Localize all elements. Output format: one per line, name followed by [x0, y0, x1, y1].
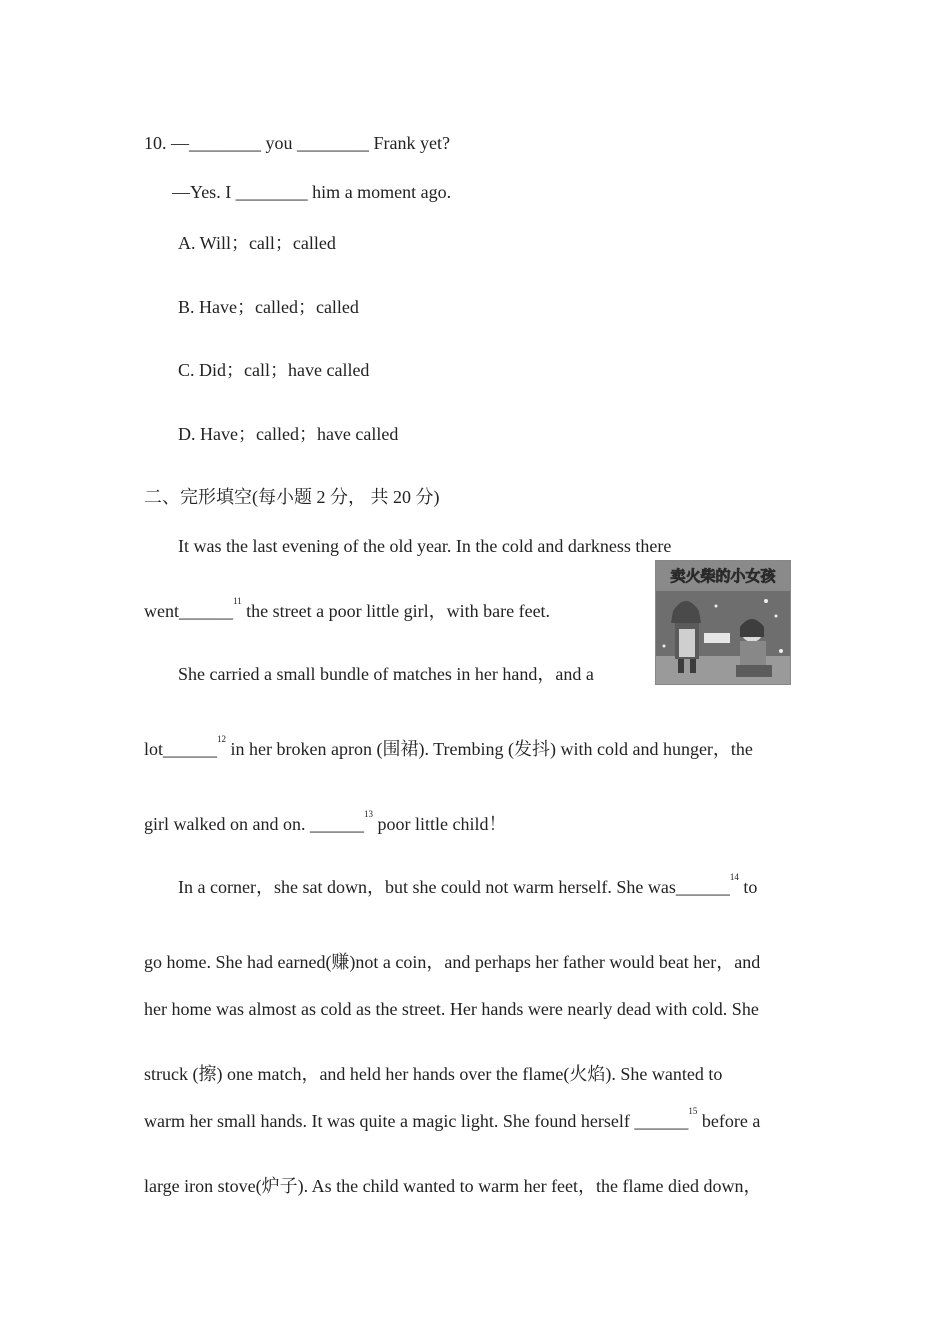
passage-text: went______	[144, 601, 233, 621]
option-d: D. Have；called；have called	[178, 424, 399, 444]
passage-line-9: struck (擦) one match，and held her hands over the flame(火焰). She wanted to	[144, 1064, 723, 1084]
section-heading: 二、完形填空(每小题 2 分， 共 20 分)	[144, 487, 440, 507]
option-a: A. Will；call；called	[178, 233, 336, 253]
passage-line-5	[144, 809, 507, 834]
passage-line-4	[144, 734, 753, 759]
blank-number: 12	[217, 734, 227, 744]
passage-text: in her broken apron (围裙). Trembing (发抖) with cold and hunger，the	[226, 739, 753, 759]
blank-number: 13	[363, 809, 373, 819]
passage-text: before a	[697, 1111, 761, 1131]
passage-line-10	[144, 1106, 761, 1131]
passage-line-3: She carried a small bundle of matches in her hand，and a	[178, 664, 594, 684]
passage-text: poor little child！	[372, 814, 507, 834]
match-girl-illustration	[656, 561, 790, 684]
passage-text: In a corner，she sat down，but she could not warm herself. She was______	[178, 877, 730, 897]
passage-text: to	[738, 877, 758, 897]
passage-line-6	[178, 872, 758, 897]
passage-text: lot______	[144, 739, 218, 759]
passage-line-1: It was the last evening of the old year. In the cold and darkness there	[178, 536, 672, 556]
passage-text: warm her small hands. It was quite a magic light. She found herself ______	[144, 1111, 689, 1131]
question-stem: 10. —________ you ________ Frank yet?	[144, 133, 450, 153]
answer-line: —Yes. I ________ him a moment ago.	[172, 182, 452, 202]
passage-text: girl walked on and on. ______	[144, 814, 364, 834]
option-b: B. Have；called；called	[178, 297, 359, 317]
option-c: C. Did；call；have called	[178, 360, 370, 380]
blank-number: 15	[688, 1106, 698, 1116]
illustration-image	[655, 560, 791, 685]
blank-number: 11	[233, 596, 242, 606]
illustration-caption: 卖火柴的小女孩	[670, 567, 776, 585]
passage-line-2	[144, 596, 551, 621]
passage-line-7: go home. She had earned(赚)not a coin，and perhaps her father would beat her，and	[144, 952, 761, 972]
passage-text: the street a poor little girl，with bare feet.	[241, 601, 551, 621]
passage-line-8: her home was almost as cold as the street. Her hands were nearly dead with cold. She	[144, 999, 759, 1019]
passage-line-11: large iron stove(炉子). As the child wanted to warm her feet，the flame died down，	[144, 1176, 762, 1196]
blank-number: 14	[729, 872, 739, 882]
